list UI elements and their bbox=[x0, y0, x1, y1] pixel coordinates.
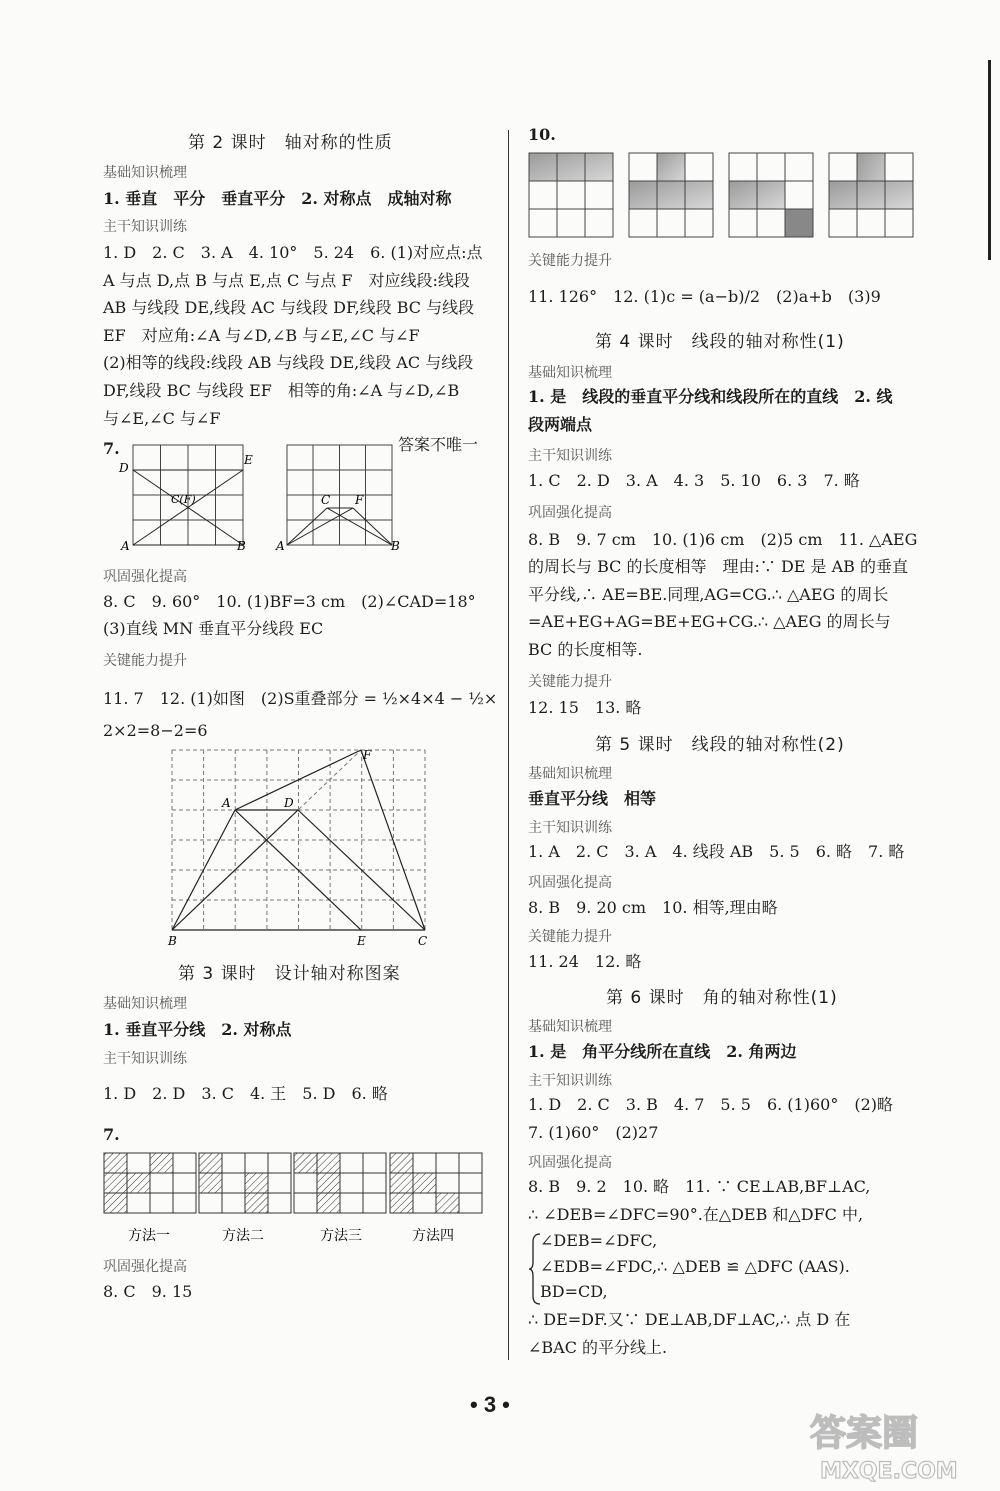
answer-line: 8. B 9. 2 10. 略 11. ∵ CE⊥AB,BF⊥AC, bbox=[528, 1177, 871, 1196]
label-a: A bbox=[222, 796, 231, 810]
answer-line: BC 的长度相等. bbox=[528, 640, 643, 659]
answer-line: 11. 24 12. 略 bbox=[528, 952, 642, 971]
subsection-label: 关键能力提升 bbox=[528, 929, 612, 945]
subsection-label: 巩固强化提高 bbox=[528, 875, 612, 891]
question-number: 7. bbox=[103, 439, 120, 458]
answer-line: 1. C 2. D 3. A 4. 3 5. 10 6. 3 7. 略 bbox=[528, 471, 860, 490]
label-b: B bbox=[391, 539, 400, 553]
method-grid-3 bbox=[294, 1153, 386, 1213]
answer-line: 8. C 9. 15 bbox=[103, 1282, 193, 1301]
method-label-4: 方法四 bbox=[412, 1228, 454, 1244]
answer-line: 1. D 2. D 3. C 4. 王 5. D 6. 略 bbox=[103, 1084, 388, 1103]
note-text: 答案不唯一 bbox=[398, 435, 479, 454]
answer-line: 平分线,∴ AE=BE.同理,AG=CG.∴ △AEG 的周长 bbox=[528, 585, 889, 604]
answer-line: 1. 垂直平分线 2. 对称点 bbox=[103, 1020, 292, 1039]
answer-line: 垂直平分线 相等 bbox=[528, 789, 657, 808]
answer-line: (2)相等的线段:线段 AB 与线段 DE,线段 AC 与线段 bbox=[103, 353, 474, 372]
method-grid-4 bbox=[390, 1153, 482, 1213]
subsection-label: 巩固强化提高 bbox=[103, 1259, 187, 1275]
answer-line: 8. C 9. 60° 10. (1)BF=3 cm (2)∠CAD=18° bbox=[103, 592, 476, 611]
answer-line: (3)直线 MN 垂直平分线段 EC bbox=[103, 619, 324, 638]
label-cf: C(F) bbox=[171, 493, 196, 506]
watermark-site: MXQE.COM bbox=[820, 1459, 958, 1484]
subsection-label: 巩固强化提高 bbox=[528, 1155, 612, 1171]
answer-line: ∠DEB=∠DFC, bbox=[540, 1231, 658, 1250]
label-f: F bbox=[363, 748, 372, 762]
subsection-label: 主干知识训练 bbox=[103, 1051, 187, 1067]
subsection-label: 主干知识训练 bbox=[528, 1073, 612, 1089]
answer-line: 8. B 9. 7 cm 10. (1)6 cm (2)5 cm 11. △AEG bbox=[528, 530, 918, 549]
subsection-label: 基础知识梳理 bbox=[528, 766, 612, 782]
answer-line: 1. 垂直 平分 垂直平分 2. 对称点 成轴对称 bbox=[103, 189, 452, 208]
subsection-label: 基础知识梳理 bbox=[528, 365, 612, 381]
figure-12 bbox=[160, 745, 440, 950]
watermark-logo bbox=[770, 1400, 990, 1485]
method-label-3: 方法三 bbox=[320, 1228, 362, 1244]
answer-line: ∠BAC 的平分线上. bbox=[528, 1338, 668, 1357]
answer-line: DF,线段 BC 与线段 EF 相等的角:∠A 与∠D,∠B bbox=[103, 381, 460, 400]
question-number: 7. bbox=[103, 1125, 120, 1144]
label-b: B bbox=[168, 934, 177, 948]
subsection-label: 主干知识训练 bbox=[103, 219, 187, 235]
answer-line: 1. 是 线段的垂直平分线和线段所在的直线 2. 线 bbox=[528, 387, 893, 406]
answer-line: 1. A 2. C 3. A 4. 线段 AB 5. 5 6. 略 7. 略 bbox=[528, 842, 905, 861]
section-heading: 第 6 课时 角的轴对称性(1) bbox=[606, 988, 838, 1008]
section-heading: 第 3 课时 设计轴对称图案 bbox=[178, 964, 401, 984]
section-heading: 第 5 课时 线段的轴对称性(2) bbox=[595, 735, 845, 755]
label-c: C bbox=[321, 493, 331, 507]
section-heading: 第 4 课时 线段的轴对称性(1) bbox=[595, 332, 845, 352]
fig10-grid-1 bbox=[529, 153, 613, 237]
answer-line: ∴ ∠DEB=∠DFC=90°.在△DEB 和△DFC 中, bbox=[528, 1205, 864, 1224]
answer-line: 11. 126° 12. (1)c = (a−b)/2 (2)a+b (3)9 bbox=[528, 287, 881, 306]
label-a: A bbox=[276, 539, 285, 553]
subsection-label: 基础知识梳理 bbox=[528, 1019, 612, 1035]
fig10-grid-3 bbox=[729, 153, 813, 237]
method-label-2: 方法二 bbox=[222, 1228, 264, 1244]
label-f: F bbox=[355, 493, 364, 507]
subsection-label: 基础知识梳理 bbox=[103, 165, 187, 181]
answer-line: 1. 是 角平分线所在直线 2. 角两边 bbox=[528, 1042, 797, 1061]
method-label-1: 方法一 bbox=[128, 1228, 170, 1244]
answer-line: A 与点 D,点 B 与点 E,点 C 与点 F 对应线段:线段 bbox=[103, 271, 470, 290]
label-a: A bbox=[121, 539, 130, 553]
subsection-label: 巩固强化提高 bbox=[528, 505, 612, 521]
answer-line: ∴ DE=DF.又∵ DE⊥AB,DF⊥AC,∴ 点 D 在 bbox=[528, 1310, 851, 1329]
label-e: E bbox=[244, 453, 253, 467]
fig10-grid-4 bbox=[829, 153, 913, 237]
figure-7b bbox=[275, 440, 405, 555]
subsection-label: 关键能力提升 bbox=[103, 653, 187, 669]
label-d: D bbox=[284, 796, 294, 810]
subsection-label: 基础知识梳理 bbox=[103, 996, 187, 1012]
figure-10 bbox=[526, 150, 916, 240]
watermark-brand: 答案圈 bbox=[810, 1413, 919, 1454]
answer-line: 11. 7 12. (1)如图 (2)S重叠部分 = ½×4×4 − ½× bbox=[103, 689, 498, 708]
label-d: D bbox=[119, 461, 129, 475]
method-grid-2 bbox=[199, 1153, 291, 1213]
page-edge-shadow bbox=[988, 60, 991, 260]
column-divider bbox=[508, 130, 509, 1360]
figure-7a bbox=[115, 440, 255, 555]
question-number: 10. bbox=[528, 125, 556, 144]
answer-line: =AE+EG+AG=BE+EG+CG.∴ △AEG 的周长与 bbox=[528, 612, 891, 631]
answer-line: 2×2=8−2=6 bbox=[103, 721, 208, 740]
answer-line: 7. (1)60° (2)27 bbox=[528, 1123, 659, 1142]
answer-line: BD=CD, bbox=[540, 1282, 608, 1301]
page-number: • 3 • bbox=[470, 1392, 510, 1417]
answer-line: 段两端点 bbox=[528, 415, 593, 434]
answer-line: 的周长与 BC 的长度相等 理由:∵ DE 是 AB 的垂直 bbox=[528, 557, 909, 576]
subsection-label: 巩固强化提高 bbox=[103, 569, 187, 585]
label-b: B bbox=[237, 539, 246, 553]
answer-line: 1. D 2. C 3. B 4. 7 5. 5 6. (1)60° (2)略 bbox=[528, 1095, 893, 1114]
answer-line: ∠EDB=∠FDC,∴ △DEB ≌ △DFC (AAS). bbox=[540, 1257, 850, 1276]
label-c: C bbox=[418, 934, 428, 948]
fig10-grid-2 bbox=[629, 153, 713, 237]
answer-line: EF 对应角:∠A 与∠D,∠B 与∠E,∠C 与∠F bbox=[103, 326, 420, 345]
subsection-label: 关键能力提升 bbox=[528, 674, 612, 690]
subsection-label: 主干知识训练 bbox=[528, 448, 612, 464]
subsection-label: 主干知识训练 bbox=[528, 820, 612, 836]
section-heading: 第 2 课时 轴对称的性质 bbox=[188, 133, 393, 153]
methods-figure bbox=[102, 1150, 492, 1250]
method-grid-1 bbox=[104, 1153, 196, 1213]
subsection-label: 关键能力提升 bbox=[528, 253, 612, 269]
answer-line: 12. 15 13. 略 bbox=[528, 698, 642, 717]
answer-line: 与∠E,∠C 与∠F bbox=[103, 409, 221, 428]
label-e: E bbox=[357, 934, 366, 948]
answer-line: AB 与线段 DE,线段 AC 与线段 DF,线段 BC 与线段 bbox=[103, 298, 475, 317]
answer-line: 8. B 9. 20 cm 10. 相等,理由略 bbox=[528, 898, 778, 917]
answer-line: 1. D 2. C 3. A 4. 10° 5. 24 6. (1)对应点:点 bbox=[103, 243, 483, 262]
